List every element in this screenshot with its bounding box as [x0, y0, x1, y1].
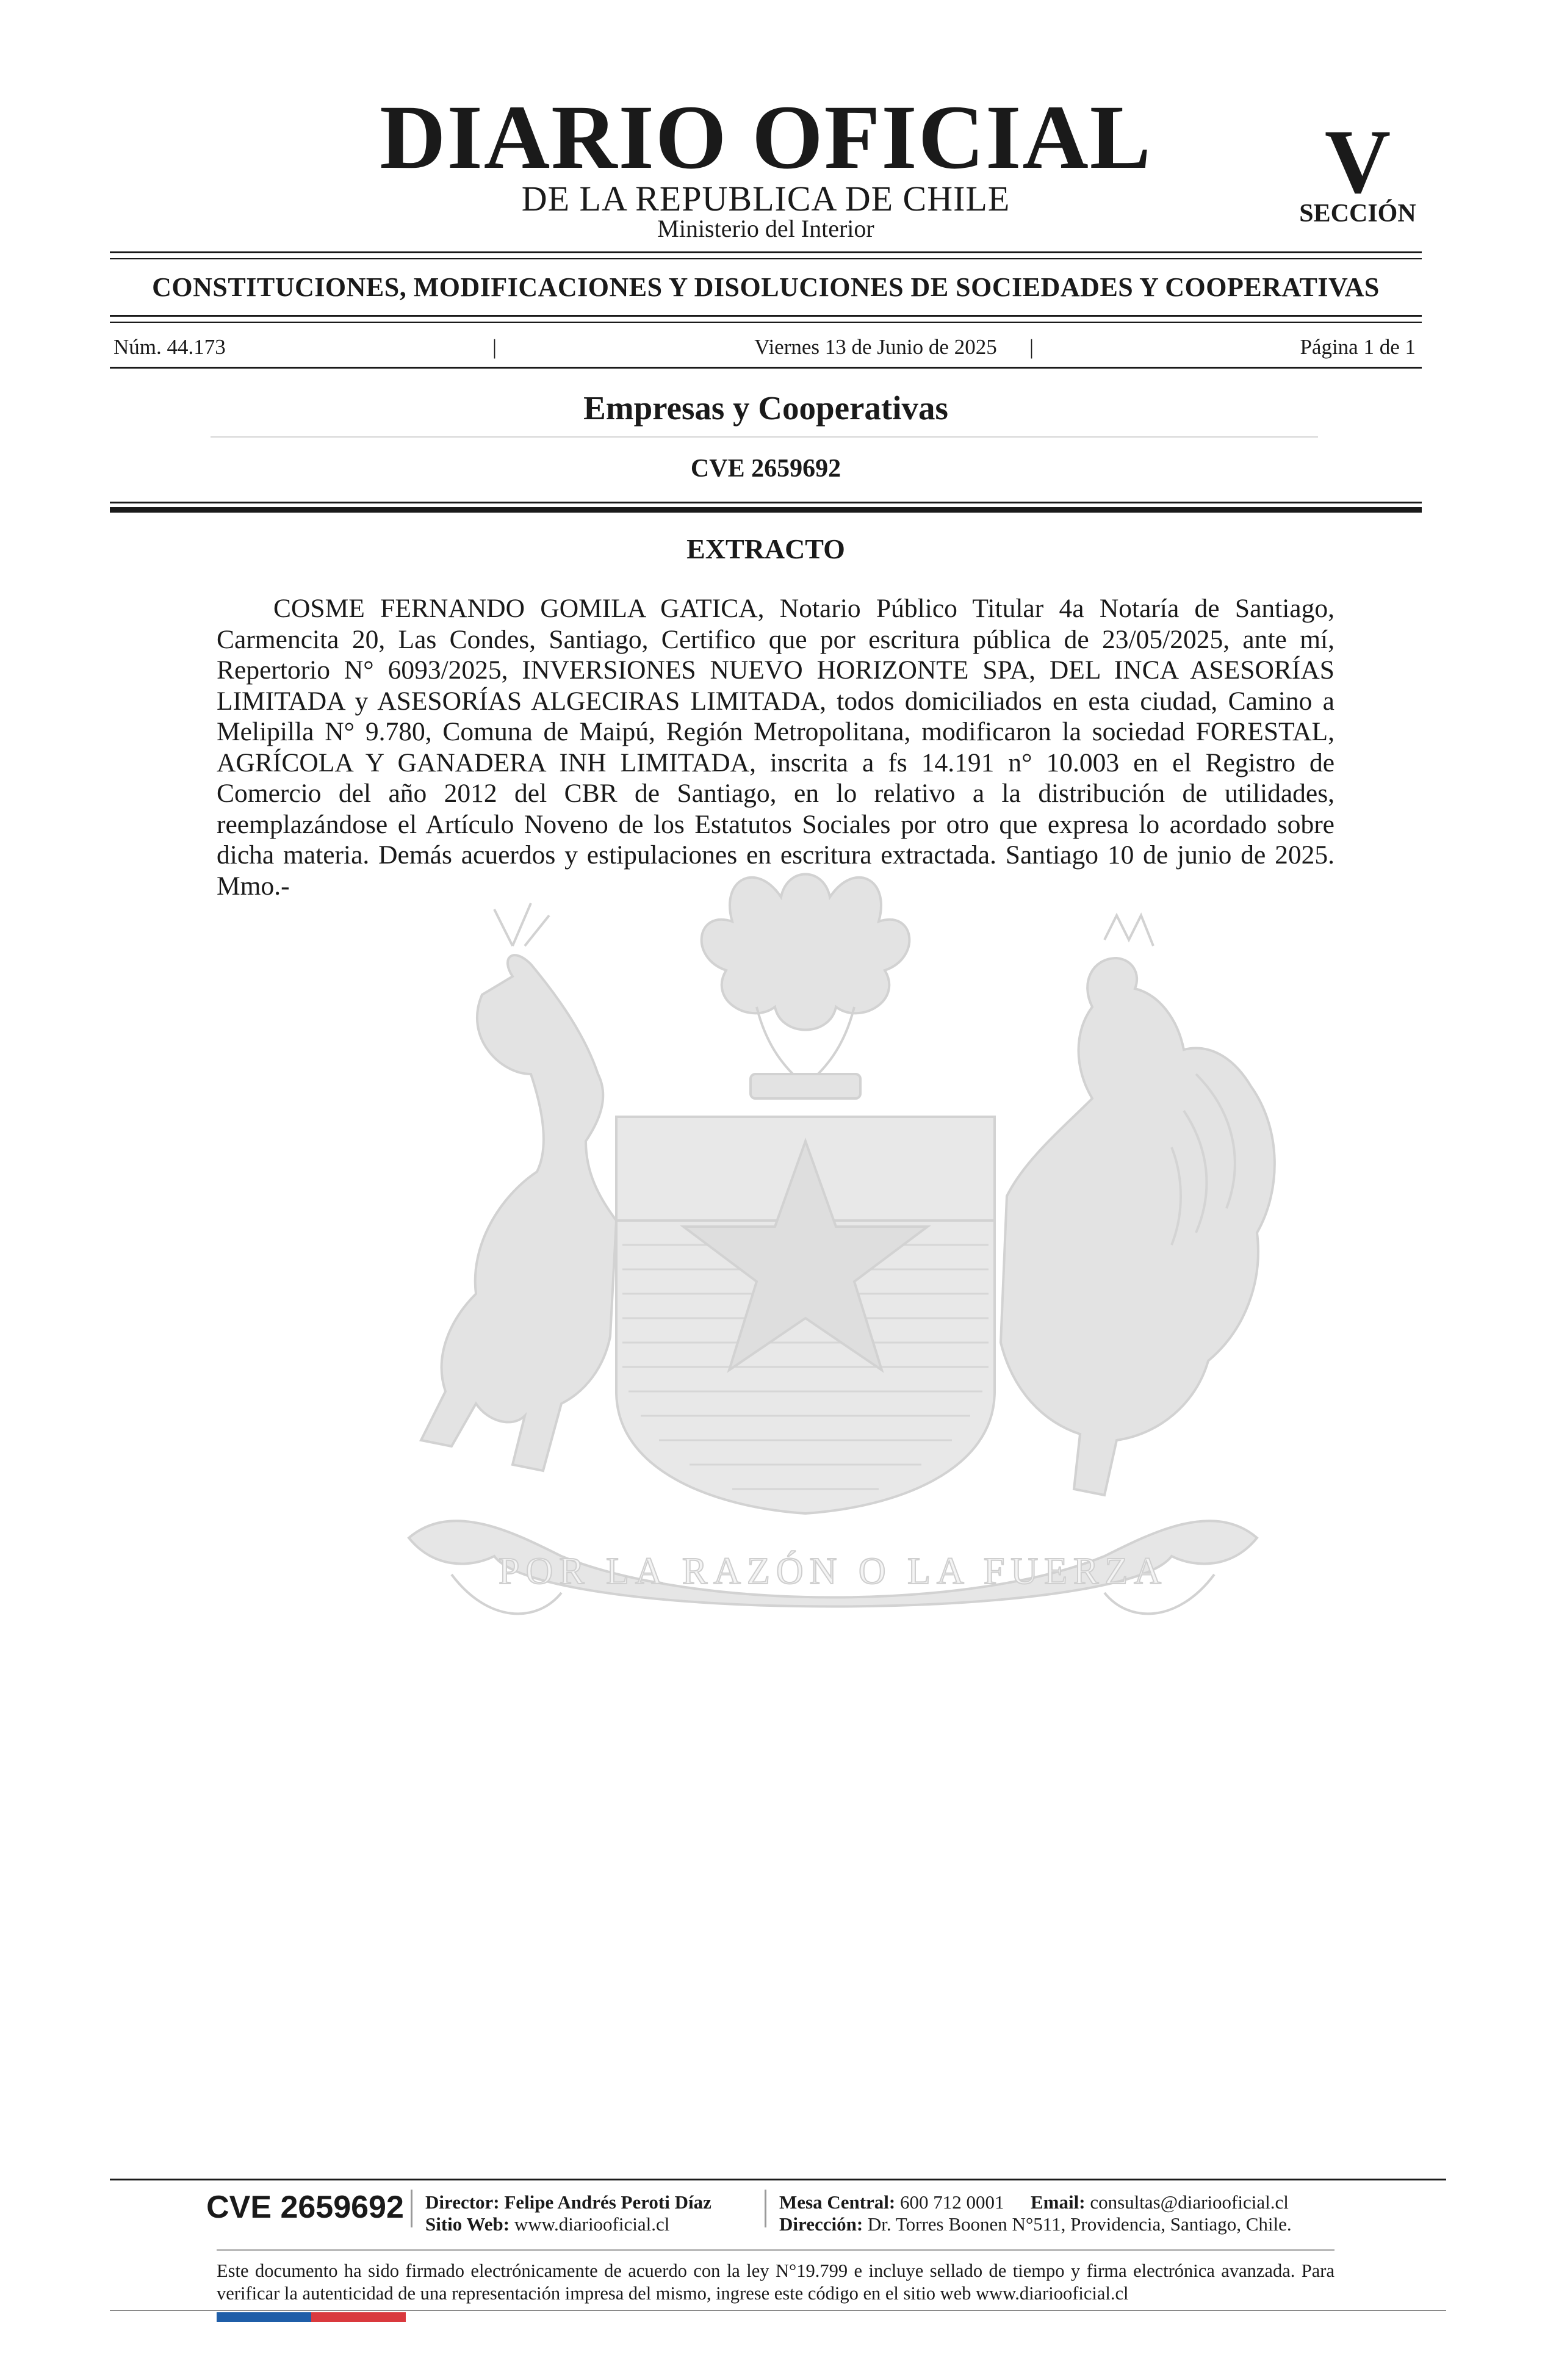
coat-of-arms-watermark: [330, 854, 1336, 1678]
page-indicator: Página 1 de 1: [1300, 335, 1416, 359]
footer-contact: [779, 2191, 1289, 2214]
document-title: EXTRACTO: [686, 533, 845, 564]
condor-icon: [1001, 958, 1275, 1495]
address-label: Dirección:: [779, 2213, 863, 2235]
masthead-rule-bottom: [110, 258, 1422, 259]
footer-rule-middle: [217, 2249, 1334, 2251]
category-rule-bottom: [110, 322, 1422, 323]
motto-text: POR LA RAZÓN O LA FUERZA: [498, 1551, 1168, 1592]
ministry-label: Ministerio del Interior: [657, 215, 874, 242]
category-heading: CONSTITUCIONES, MODIFICACIONES Y DISOLUCIONES DE SOCIEDADES Y COOPERATIVAS: [152, 272, 1380, 302]
header-rule-thin: [110, 502, 1422, 503]
newspaper-title: DIARIO OFICIAL: [380, 87, 1152, 188]
flag-stripe-blue: [217, 2312, 311, 2322]
footer-separator: [765, 2190, 766, 2227]
email-label: Email:: [1031, 2191, 1086, 2213]
issue-info-row: [110, 331, 1422, 363]
signature-disclaimer: Este documento ha sido firmado electrónicamente de acuerdo con la ley N°19.799 e incluye sellado de tiempo y firma electrónica avanzada. Para verificar la autenticidad de una representación impresa del mismo, ingrese este código en el sitio web www.diariooficial.cl: [217, 2260, 1334, 2304]
director-value: Felipe Andrés Peroti Díaz: [504, 2191, 711, 2213]
footer-address: [779, 2213, 1292, 2236]
address-value: Dr. Torres Boonen N°511, Providencia, Santiago, Chile.: [867, 2213, 1292, 2235]
section-title: Empresas y Cooperativas: [583, 389, 948, 427]
section-label: SECCIÓN: [1299, 200, 1416, 228]
issue-number: Núm. 44.173: [113, 335, 226, 359]
newspaper-subtitle: DE LA REPUBLICA DE CHILE: [521, 179, 1010, 218]
website-label: Sitio Web:: [425, 2213, 510, 2235]
huemul-icon: [421, 955, 616, 1471]
footer-cve-code: CVE 2659692: [206, 2190, 404, 2225]
document-body: COSME FERNANDO GOMILA GATICA, Notario Público Titular 4a Notaría de Santiago, Carmencita 20, Las Condes, Santiago, Certifico que por escritura pública de 23/05/2025, ante mí, Repertorio N° 6093/2025, INVERSIONES NUEVO HORIZONTE SPA, DEL INCA ASESORÍAS LIMITADA y ASESORÍAS ALGECIRAS LIMITADA, todos domiciliados en esta ciudad, Camino a Melipilla N° 9.780, Comuna de Maipú, Región Metropolitana, modificaron la sociedad FORESTAL, AGRÍCOLA Y GANADERA INH LIMITADA, inscrita a fs 14.191 n° 10.003 en el Registro de Comercio del año 2012 del CBR de Santiago, en lo relativo a la distribución de utilidades, reemplazándose el Artículo Noveno de los Estatutos Sociales por otro que expresa lo acordado sobre dicha materia. Demás acuerdos y estipulaciones en escritura extractada. Santiago 10 de junio de 2025. Mmo.-: [217, 594, 1334, 901]
footer-director: [425, 2191, 711, 2214]
info-rule: [110, 367, 1422, 369]
issue-date: Viernes 13 de Junio de 2025: [754, 335, 997, 359]
flag-stripe-red: [311, 2312, 406, 2322]
cve-code: CVE 2659692: [690, 455, 841, 483]
category-rule-top: [110, 315, 1422, 317]
footer-rule-top: [110, 2179, 1446, 2180]
header-rule-thick: [110, 507, 1422, 513]
website-link[interactable]: www.diariooficial.cl: [514, 2213, 670, 2235]
section-letter: V: [1324, 111, 1391, 212]
info-separator: |: [492, 335, 497, 359]
masthead-rule-top: [110, 251, 1422, 253]
footer-website: [425, 2213, 669, 2236]
footer-separator: [411, 2190, 412, 2227]
footer-rule-bottom: [110, 2310, 1446, 2311]
section-divider: [211, 436, 1318, 438]
info-separator: |: [1029, 335, 1034, 359]
phone-label: Mesa Central:: [779, 2191, 896, 2213]
email-link[interactable]: consultas@diariooficial.cl: [1090, 2191, 1289, 2213]
director-label: Director:: [425, 2191, 500, 2213]
phone-value: 600 712 0001: [900, 2191, 1004, 2213]
